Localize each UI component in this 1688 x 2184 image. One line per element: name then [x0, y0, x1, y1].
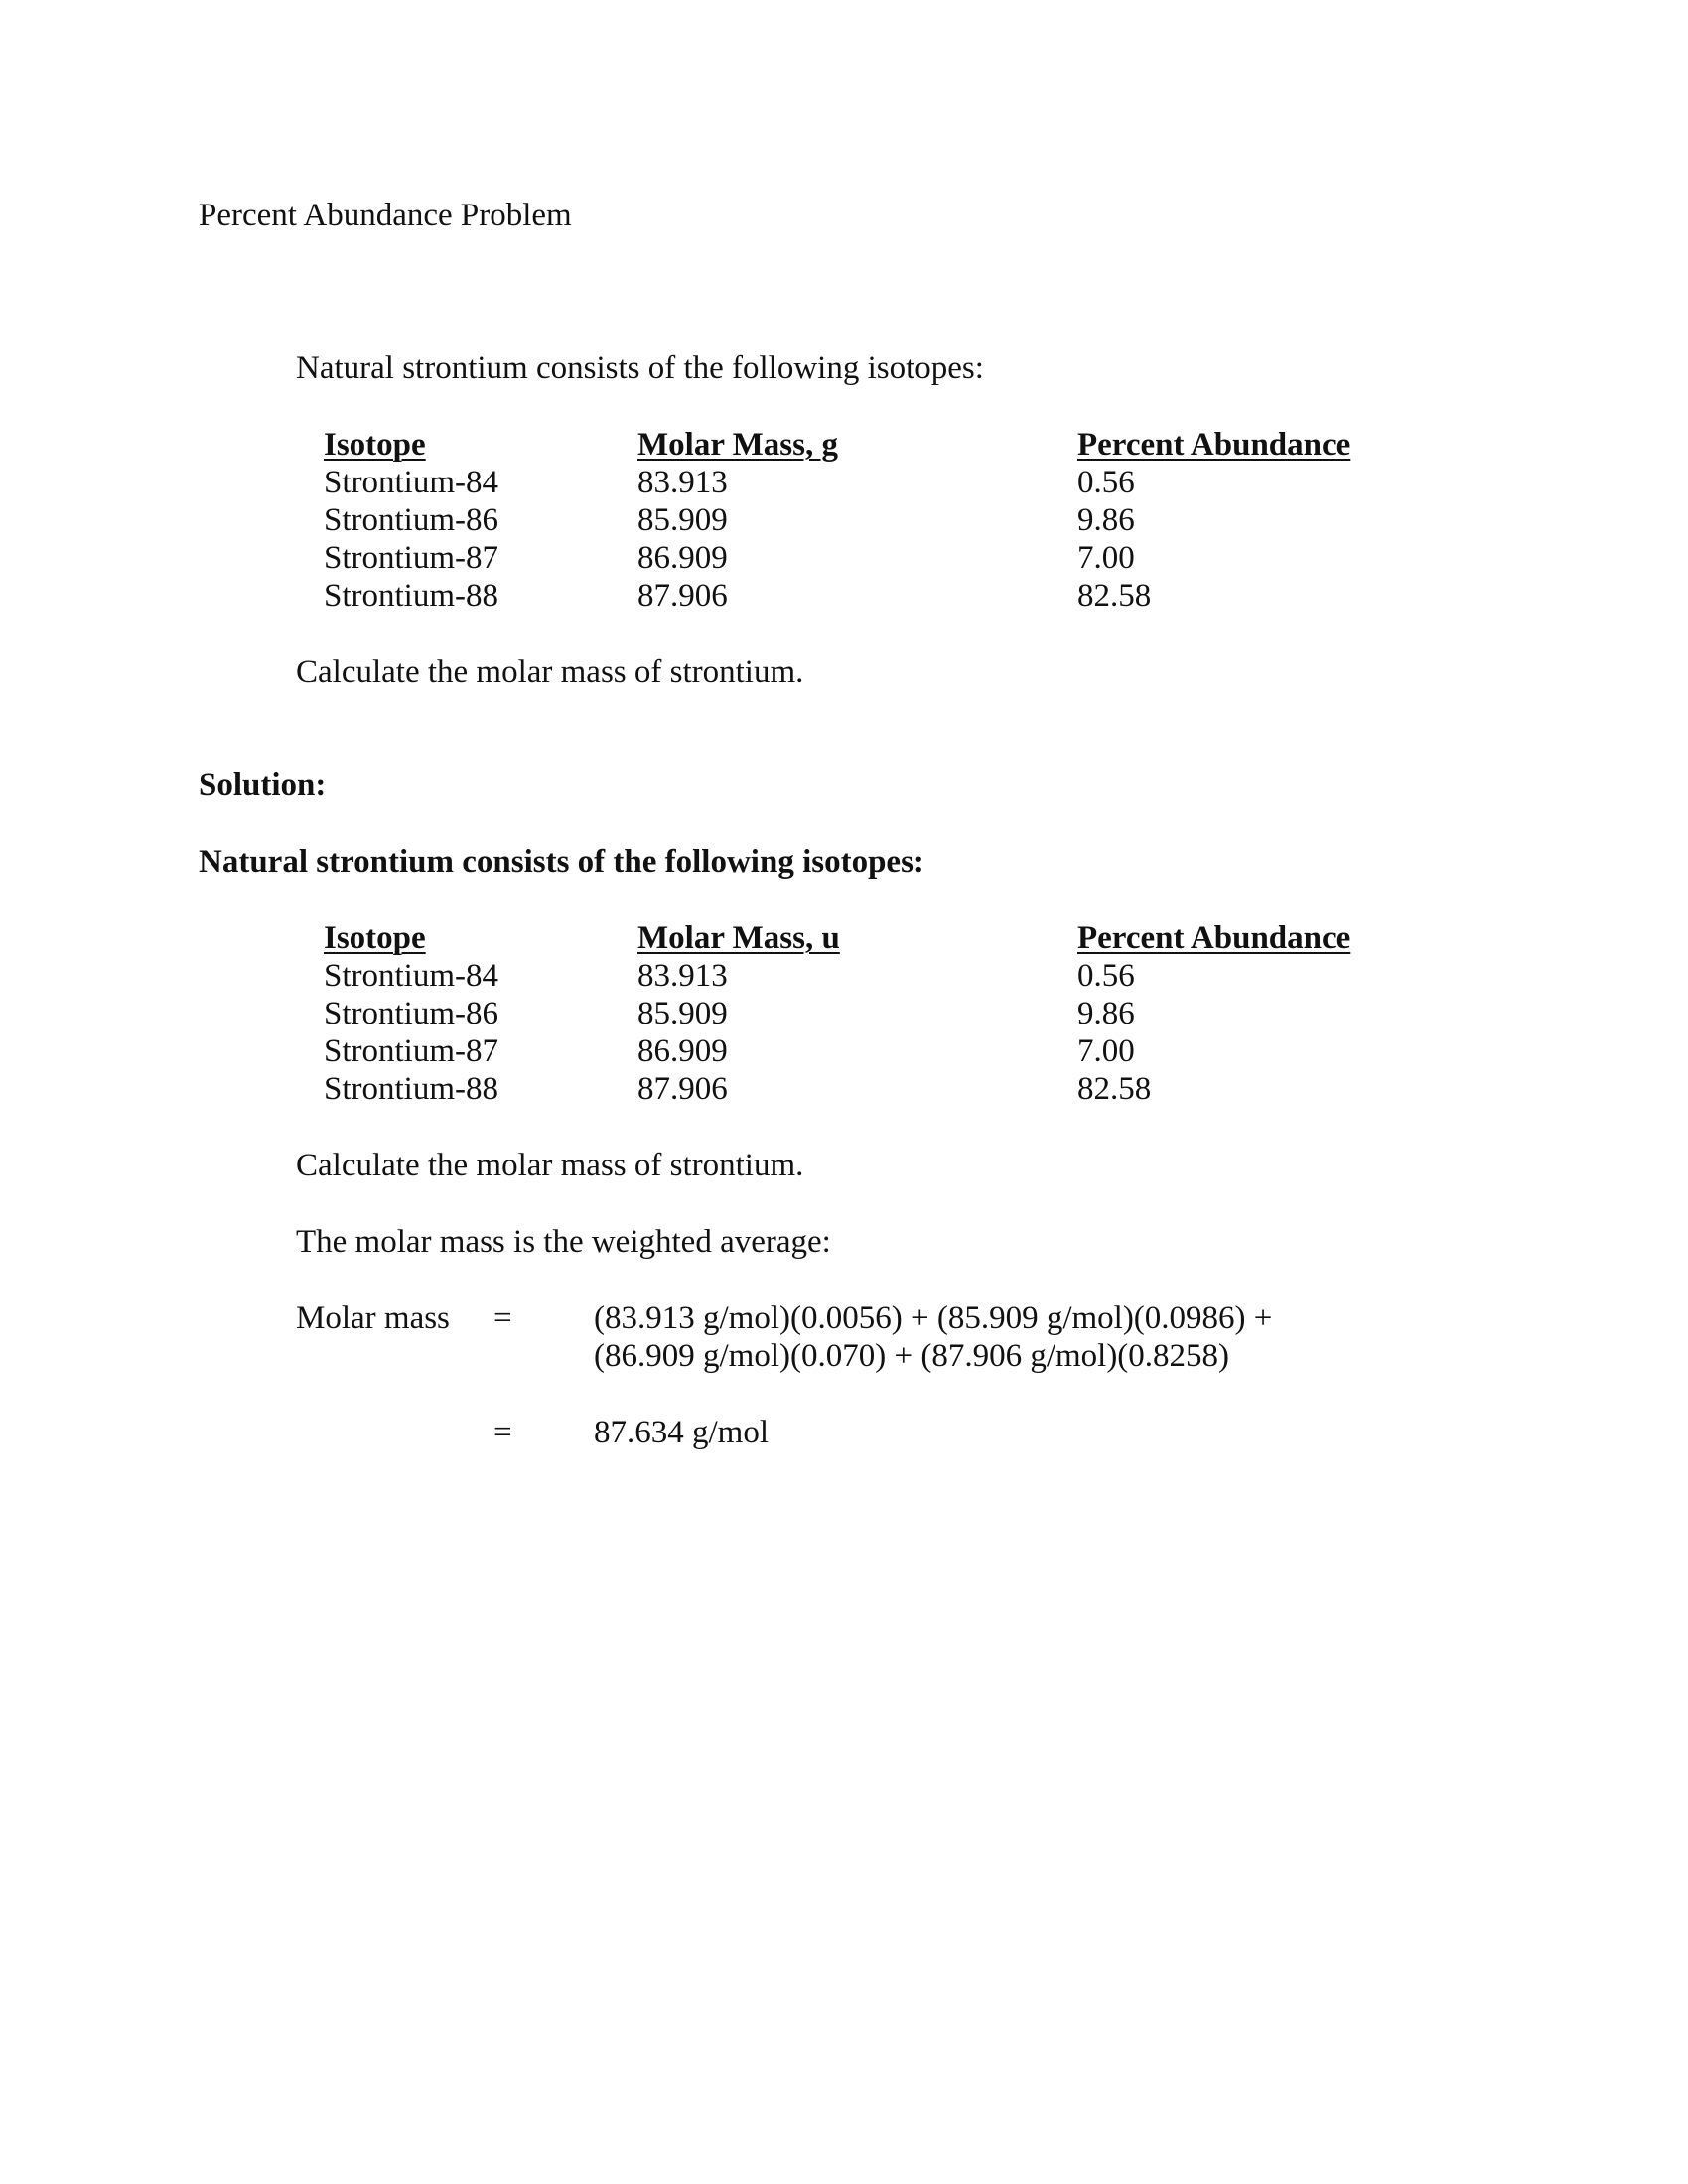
molar-mass-cell: 85.909	[637, 996, 728, 1031]
result-equals-sign: =	[493, 1415, 512, 1450]
table-row	[0, 957, 1688, 995]
molar-mass-cell: 83.913	[637, 465, 728, 500]
problem-question: Calculate the molar mass of strontium.	[296, 654, 804, 690]
molar-mass-cell: 85.909	[637, 502, 728, 538]
solution-question: Calculate the molar mass of strontium.	[296, 1148, 804, 1183]
column-header-percent-abundance: Percent Abundance	[1077, 920, 1351, 956]
result-value: 87.634 g/mol	[594, 1415, 770, 1450]
page-title: Percent Abundance Problem	[199, 198, 572, 233]
isotope-cell: Strontium-86	[324, 502, 499, 538]
solution-intro: Natural strontium consists of the following isotopes:	[199, 844, 924, 880]
table-header-row	[0, 919, 1688, 957]
table-row	[0, 995, 1688, 1032]
equation-line-1: (83.913 g/mol)(0.0056) + (85.909 g/mol)(0.0986) +	[594, 1300, 1273, 1336]
table-header-row	[0, 426, 1688, 464]
molar-mass-cell: 87.906	[637, 1071, 728, 1107]
isotope-cell: Strontium-87	[324, 540, 499, 576]
table-row	[0, 501, 1688, 539]
isotope-cell: Strontium-86	[324, 996, 499, 1031]
isotope-cell: Strontium-88	[324, 1071, 499, 1107]
molar-mass-cell: 86.909	[637, 1033, 728, 1069]
isotope-cell: Strontium-84	[324, 958, 499, 994]
column-header-molar-mass: Molar Mass, g	[637, 427, 838, 463]
molar-mass-cell: 83.913	[637, 958, 728, 994]
table-row	[0, 539, 1688, 577]
column-header-molar-mass: Molar Mass, u	[637, 920, 840, 956]
table-row	[0, 464, 1688, 501]
abundance-cell: 82.58	[1077, 1071, 1152, 1107]
column-header-isotope: Isotope	[324, 920, 426, 956]
molar-mass-cell: 86.909	[637, 540, 728, 576]
equals-sign: =	[493, 1300, 512, 1336]
abundance-cell: 7.00	[1077, 540, 1135, 576]
problem-intro: Natural strontium consists of the following isotopes:	[296, 350, 984, 386]
abundance-cell: 82.58	[1077, 578, 1152, 614]
column-header-percent-abundance: Percent Abundance	[1077, 427, 1351, 463]
abundance-cell: 9.86	[1077, 996, 1135, 1031]
abundance-cell: 7.00	[1077, 1033, 1135, 1069]
abundance-cell: 9.86	[1077, 502, 1135, 538]
equation-label: Molar mass	[296, 1300, 450, 1336]
solution-label: Solution:	[199, 767, 327, 803]
equation-line-2: (86.909 g/mol)(0.070) + (87.906 g/mol)(0.8258)	[594, 1338, 1230, 1374]
isotope-cell: Strontium-87	[324, 1033, 499, 1069]
molar-mass-cell: 87.906	[637, 578, 728, 614]
abundance-cell: 0.56	[1077, 465, 1135, 500]
table-row	[0, 577, 1688, 614]
abundance-cell: 0.56	[1077, 958, 1135, 994]
table-row	[0, 1070, 1688, 1108]
isotope-cell: Strontium-84	[324, 465, 499, 500]
isotope-cell: Strontium-88	[324, 578, 499, 614]
column-header-isotope: Isotope	[324, 427, 426, 463]
table-row	[0, 1032, 1688, 1070]
solution-explanation: The molar mass is the weighted average:	[296, 1224, 831, 1260]
